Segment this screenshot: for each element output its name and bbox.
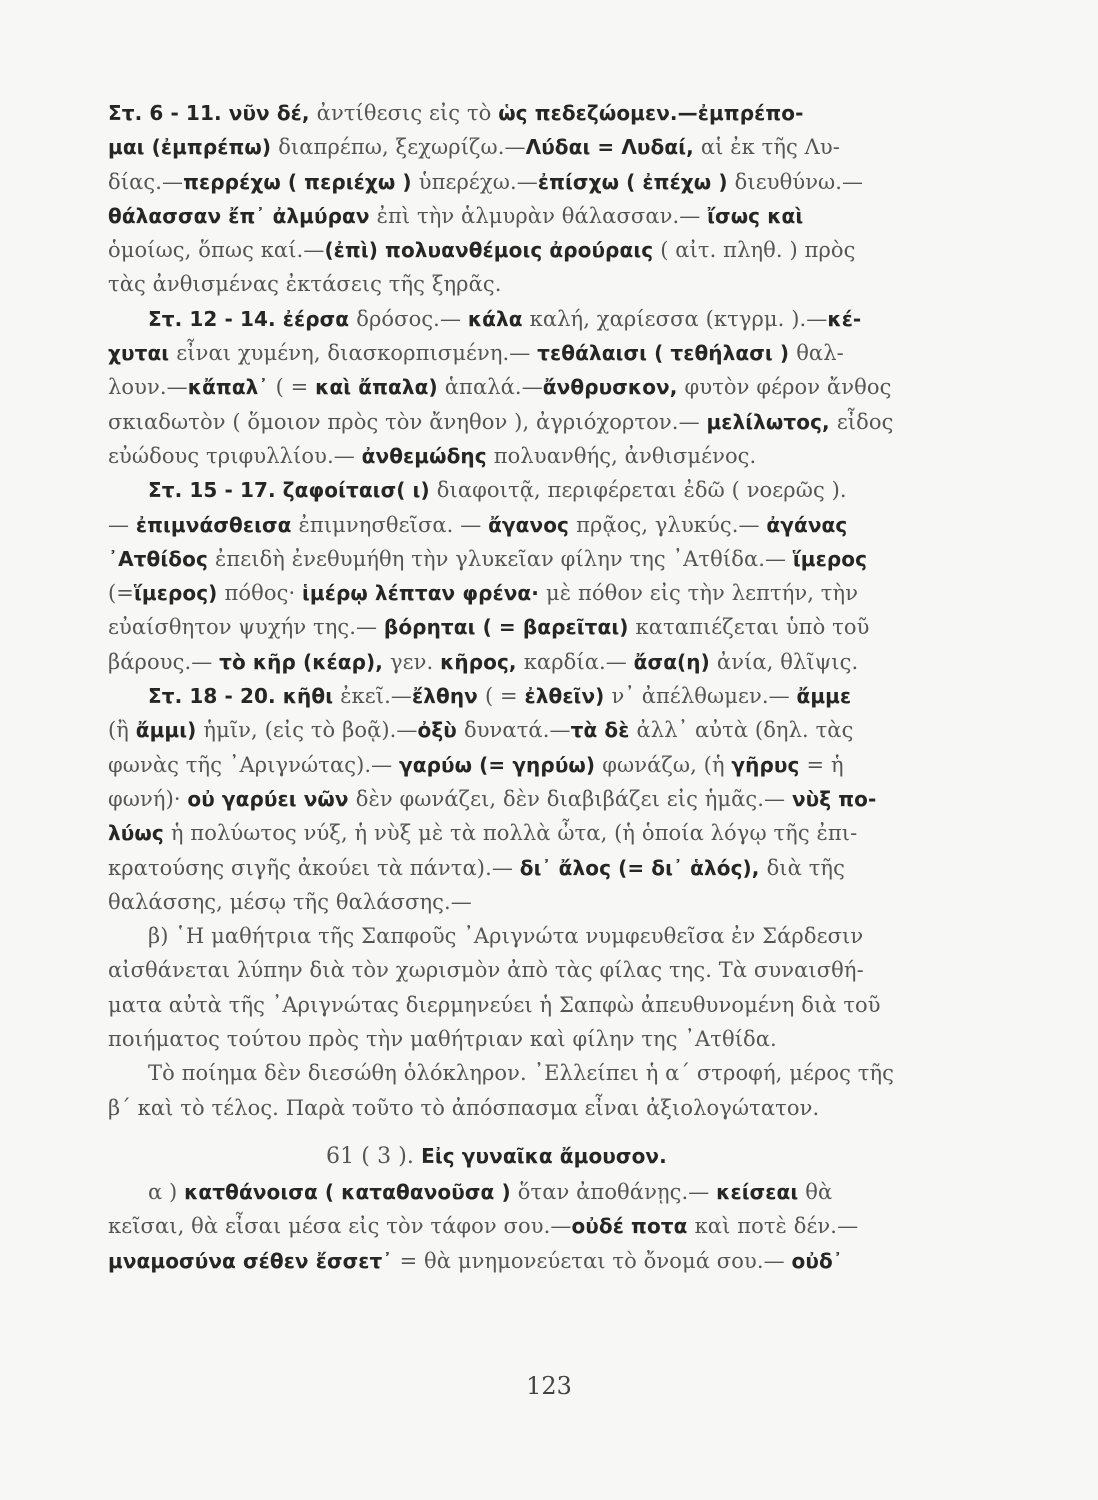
gloss-text: (= [108,581,134,606]
text-line [108,988,970,1022]
gloss-text: ὑπερέχω.— [418,169,538,194]
gloss-text: φωνή)· [108,786,188,811]
bold-term: κῆρος, [440,649,524,674]
bold-term: Στ. 12 - 14. ἐέρσα [148,306,357,331]
bold-term: κέ- [827,306,862,331]
bold-term: ἐπιμνάσθεισα [135,512,299,537]
gloss-text: βάρους.— [108,649,220,674]
bold-term: ἐλθεῖν) [524,684,612,709]
gloss-text: ν᾽ ἀπέλθωμεν.— [611,684,797,709]
text-line [108,1056,970,1090]
gloss-text: ( αἰτ. πληθ. ) πρὸς [660,238,856,263]
bold-term: ἄσα(η) [633,649,717,674]
text-line [108,267,970,301]
text-line [108,1244,970,1278]
bold-term: μελίλωτος, [706,409,837,434]
bold-term: Στ. 15 - 17. ζαφοίταισ( ι) [148,478,437,503]
bold-term: κἄπαλ᾽ [187,375,276,400]
gloss-text: καρδία.— [523,649,634,674]
bold-term: τὸ κῆρ (κέαρ), [219,649,391,674]
gloss-text: ὅταν ἀποθάνῃς.— [517,1179,717,1204]
bold-term: λύως [108,821,171,846]
gloss-text: β) ῾Η μαθήτρια τῆς Σαπφοῦς ᾽Αριγνώτα νυμφευθεῖσα ἐν Σάρδεσιν [148,924,864,949]
gloss-text: φυτὸν φέρον ἄνθος [684,375,892,400]
gloss-text: 61 ( 3 ). [326,1143,422,1169]
bold-term: Στ. 18 - 20. κῆθι [148,684,341,709]
gloss-text: καταπιέζεται ὑπὸ τοῦ [635,615,870,640]
gloss-text: εὐώδους τριφυλλίου.— [108,443,362,468]
bold-term: οὐδέ ποτα [571,1214,695,1239]
bold-term: ἱμέρῳ λέπταν φρένα· [302,581,547,606]
gloss-text: πολυανθής, ἀνθισμένος. [493,443,757,468]
page-number: 123 [526,1372,572,1400]
gloss-text: = ἡ [806,752,844,777]
gloss-text: ὁμοίως, ὅπως καί.— [108,238,325,263]
bold-term: Στ. 6 - 11. νῦν δέ, [108,101,317,125]
bold-term: Εἰς γυναῖκα ἄμουσον. [421,1143,667,1168]
bold-term: καὶ ἄπαλα) [315,375,445,400]
gloss-text: καλή, χαρίεσσα (κτγρμ. ).— [529,306,828,331]
bold-term: ἄμμι) [135,718,204,743]
bold-term: γαρύω (= γηρύω) [399,752,603,777]
text-line [108,610,970,644]
bold-term: περρέχω ( περιέχω ) [183,169,419,194]
bold-term: κείσεαι [716,1179,806,1204]
bold-term: (ἐπὶ) πολυανθέμοις ἀρούραις [324,238,661,263]
bold-term: οὐ γαρύει νῶν [187,786,356,811]
gloss-text: ἀλλ᾽ αὐτὰ (δηλ. τὰς [636,718,854,743]
text-line [108,645,970,679]
gloss-text: μὲ πόθον εἰς τὴν λεπτήν, τὴν [546,581,859,606]
gloss-text: — [108,512,136,537]
gloss-text: ἐκεῖ.— [340,684,412,709]
gloss-text: ἡμῖν, (εἰς τὸ βοᾷ).— [203,718,418,743]
bold-term: τὰ δὲ [570,718,637,743]
bold-term: ἀνθεμώδης [361,443,494,468]
gloss-text: Τὸ ποίημα δὲν διεσώθη ὁλόκληρον. ᾽Ελλείπει ἡ α΄ στροφή, μέρος τῆς [148,1061,895,1086]
text-line [108,782,970,816]
gloss-text: ἐπειδὴ ἐνεθυμήθη τὴν γλυκεῖαν φίλην της ᾽Ατθίδα.— [214,546,793,571]
gloss-text: εἶναι χυμένη, διασκορπισμένη.— [176,341,538,366]
bold-term: κάλα [467,306,530,331]
bold-term: ἵμερος [792,546,868,571]
text-line [108,370,970,404]
gloss-text: δυνατά.— [463,718,571,743]
bold-term: νὺξ πο- [791,786,877,811]
bold-term: δι᾽ ἄλος (= δι᾽ ἁλός), [519,855,767,880]
bold-term: κατθάνοισα ( καταθανοῦσα ) [184,1179,518,1204]
bold-term: γῆρυς [731,752,807,777]
text-line [108,953,970,987]
text-line [108,473,970,507]
text-line [108,1022,970,1056]
text-line [108,816,970,850]
gloss-text: ποιήματος τούτου πρὸς τὴν μαθήτριαν καὶ φίλην της ᾽Ατθίδα. [108,1027,777,1052]
text-line [108,1209,970,1243]
text-line [108,165,970,199]
commentary-text [108,96,970,1278]
gloss-text: ( = [484,684,525,709]
gloss-text: σκιαδωτὸν ( ὅμοιον πρὸς τὸν ἄνηθον ), ἀγριόχορτον.— [108,409,707,434]
text-line [108,1175,970,1209]
text-line [108,199,970,233]
gloss-text: διαπρέπω, ξεχωρίζω.— [278,135,526,160]
gloss-text: ἁπαλά.— [444,375,543,400]
text-line [108,508,970,542]
text-line [108,851,970,885]
gloss-text: ἡ πολύωτος νύξ, ἡ νὺξ μὲ τὰ πολλὰ ὦτα, (ἡ ὁποία λόγῳ τῆς ἐπι- [170,821,858,846]
bold-term: ἔλθην [411,684,485,709]
text-line [108,542,970,576]
bold-term: ἀγάνας [766,512,848,537]
text-line [108,748,970,782]
gloss-text: φωνὰς τῆς ᾽Αριγνώτας).— [108,752,400,777]
text-line [108,130,970,164]
gloss-text: ἐπιμνησθεῖσα. — [298,512,489,537]
gloss-text: ἐπὶ τὴν ἁλμυρὰν θάλασσαν.— [376,203,708,228]
gloss-text: κεῖσαι, θὰ εἶσαι μέσα εἰς τὸν τάφον σου.— [108,1214,572,1239]
text-line [108,919,970,953]
text-line [108,576,970,610]
gloss-text: δίας.— [108,169,184,194]
text-line [108,1091,970,1125]
bold-term: οὐδ᾽ [791,1248,843,1273]
bold-term: θάλασσαν ἔπ᾽ ἀλμύραν [108,203,377,228]
bold-term: βόρηται ( = βαρεῖται) [383,615,636,640]
gloss-text: ἀντίθεσις εἰς τὸ [316,101,499,125]
gloss-text: διευθύνω.— [734,169,864,194]
bold-term: τεθάλαισι ( τεθήλασι ) [537,341,797,366]
bold-term: χυται [108,341,177,366]
gloss-text: πρᾷος, γλυκύς.— [576,512,767,537]
gloss-text: δρόσος.— [356,306,468,331]
bold-term: ὀξὺ [417,718,464,743]
gloss-text: λουν.— [108,375,188,400]
gloss-text: ματα αὐτὰ τῆς ᾽Αριγνώτας διερμηνεύει ἡ Σαπφὼ ἀπευθυνομένη διὰ τοῦ [108,992,881,1017]
bold-term: ἄνθρυσκον, [542,375,685,400]
gloss-text: δὲν φωνάζει, δὲν διαβιβάζει εἰς ἡμᾶς.— [355,786,792,811]
gloss-text: β΄ καὶ τὸ τέλος. Παρὰ τοῦτο τὸ ἀπόσπασμα εἶναι ἀξιολογώτατον. [108,1095,820,1120]
bold-term: Λύδαι = Λυδαί, [525,135,701,160]
bold-term: ἵμερος) [134,581,225,606]
text-line [108,233,970,267]
gloss-text: α ) [148,1179,185,1204]
gloss-text: διὰ τῆς [766,855,845,880]
gloss-text: θαλ- [796,341,844,366]
gloss-text: πόθος· [224,581,303,606]
text-line [108,885,970,919]
text-line [108,336,970,370]
text-line [108,713,970,747]
gloss-text: γεν. [390,649,441,674]
gloss-text: = θὰ μνημονεύεται τὸ ὄνομά σου.— [399,1248,792,1273]
bold-term: ᾽Ατθίδος [108,546,215,571]
bold-term: ἴσως καὶ [707,203,804,228]
gloss-text: καὶ ποτὲ δέν.— [694,1214,859,1239]
bold-term: ἄμμε [796,684,852,709]
gloss-text: φωνάζω, (ἡ [602,752,732,777]
gloss-text: ἀνία, θλῖψις. [716,649,859,674]
bold-term: ἐπίσχω ( ἐπέχω ) [537,169,735,194]
bold-term: μναμοσύνα σέθεν ἔσσετ᾽ [108,1248,400,1273]
bold-term: ἄγανος [488,512,577,537]
text-line [108,1137,970,1175]
bold-term: ὡς πεδεζώομεν.—ἐμπρέπο- [498,101,804,125]
text-line [108,405,970,439]
text-line [108,96,970,130]
text-line [108,679,970,713]
gloss-text: εὐαίσθητον ψυχήν της.— [108,615,384,640]
bold-term: μαι (ἐμπρέπω) [108,135,279,160]
gloss-text: ( = [275,375,316,400]
gloss-text: θὰ [805,1179,833,1204]
gloss-text: κρατούσης σιγῆς ἀκούει τὰ πάντα).— [108,855,520,880]
gloss-text: θαλάσσης, μέσῳ τῆς θαλάσσης.— [108,889,472,914]
gloss-text: αἰσθάνεται λύπην διὰ τὸν χωρισμὸν ἀπὸ τὰς φίλας της. Τὰ συναισθή- [108,958,864,983]
gloss-text: (ἢ [108,718,136,743]
text-line [108,439,970,473]
gloss-text: αἱ ἐκ τῆς Λυ- [700,135,840,160]
gloss-text: τὰς ἀνθισμένας ἐκτάσεις τῆς ξηρᾶς. [108,272,502,297]
gloss-text: εἶδος [836,409,894,434]
text-line [108,302,970,336]
gloss-text: διαφοιτᾷ, περιφέρεται ἐδῶ ( νοερῶς ). [436,478,847,503]
